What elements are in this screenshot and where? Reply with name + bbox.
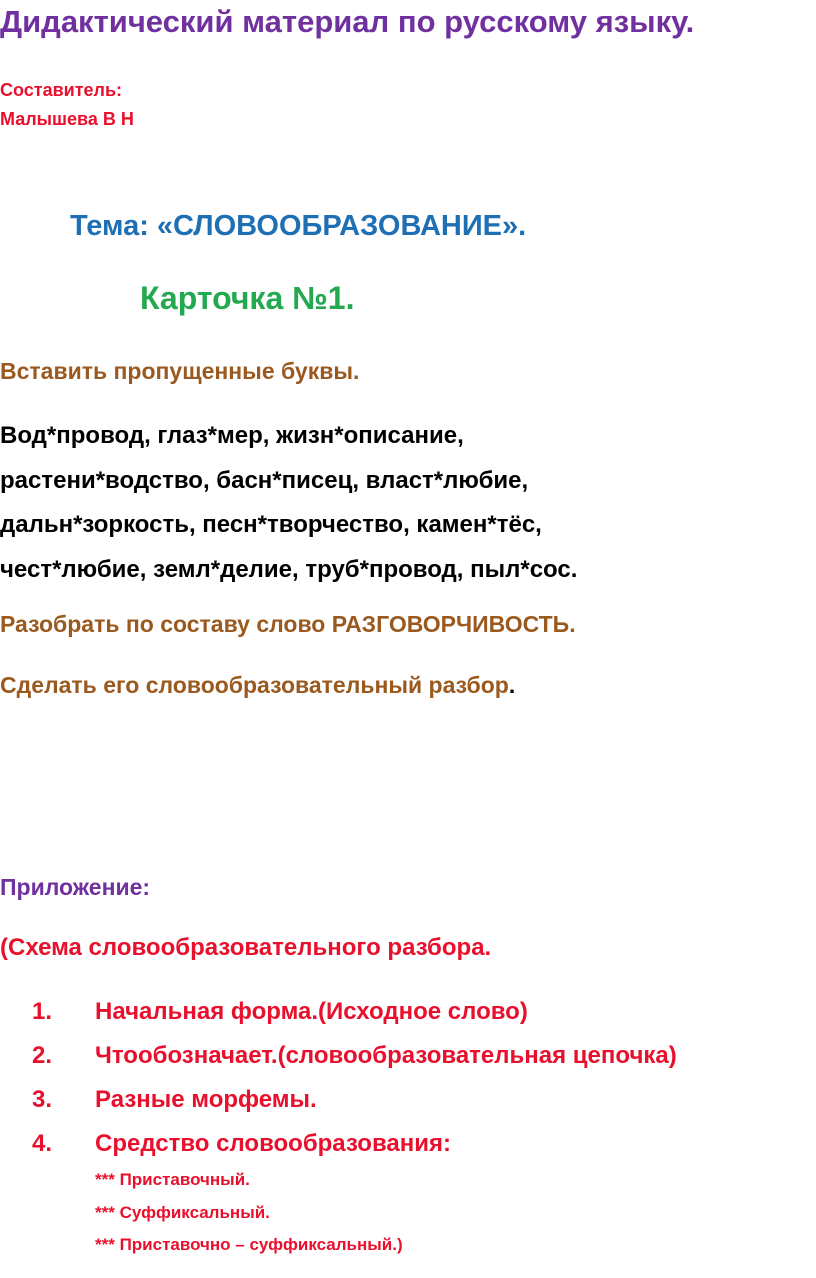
word-line: дальн*зоркость, песн*творчество, камен*тёс, [0, 511, 542, 538]
author-label: Составитель: [0, 80, 123, 100]
author-block [0, 76, 134, 134]
list-item-number: 3. [32, 1086, 53, 1113]
list-item-text: Начальная форма.(Исходное слово) [95, 998, 528, 1025]
list-item-number: 1. [32, 998, 53, 1025]
word-line: растени*водство, басн*писец, власт*любие, [0, 466, 529, 494]
task-word-formation-text: Сделать его словообразовательный разбор [0, 672, 509, 698]
word-line: чест*любие, земл*делие, труб*провод, пыл*сос. [0, 555, 578, 583]
method-prefix-suffix: *** Приставочно – суффиксальный.) [95, 1235, 403, 1254]
method-prefix: *** Приставочный. [95, 1170, 250, 1189]
task-word-formation [0, 672, 515, 699]
topic-heading: Тема: «СЛОВООБРАЗОВАНИЕ». [70, 210, 527, 242]
page-title: Дидактический материал по русскому языку. [0, 4, 695, 39]
list-item [32, 990, 677, 1034]
list-item [32, 1122, 677, 1166]
task-word-formation-dot: . [508, 672, 516, 698]
method-suffix: *** Суффиксальный. [95, 1203, 270, 1222]
list-item-text: Средство словообразования: [95, 1130, 451, 1157]
list-item-text: Чтообозначает.(словообразовательная цепочка) [95, 1042, 677, 1069]
list-item-number: 4. [32, 1130, 53, 1157]
list-item [32, 1034, 677, 1078]
task-morpheme-parse: Разобрать по составу слово РАЗГОВОРЧИВОСТЬ. [0, 611, 576, 637]
card-heading: Карточка №1. [140, 280, 355, 316]
list-item [32, 1078, 677, 1122]
appendix-heading: Приложение: [0, 874, 151, 900]
word-list [0, 414, 577, 592]
task-insert-letters: Вставить пропущенные буквы. [0, 358, 360, 384]
author-name: Малышева В Н [0, 109, 134, 129]
schema-title: (Схема словообразовательного разбора. [0, 934, 492, 961]
list-item-text: Разные морфемы. [95, 1086, 317, 1113]
word-line: Вод*провод, глаз*мер, жизн*описание, [0, 422, 464, 449]
list-item-number: 2. [32, 1042, 53, 1069]
schema-steps [32, 990, 677, 1166]
